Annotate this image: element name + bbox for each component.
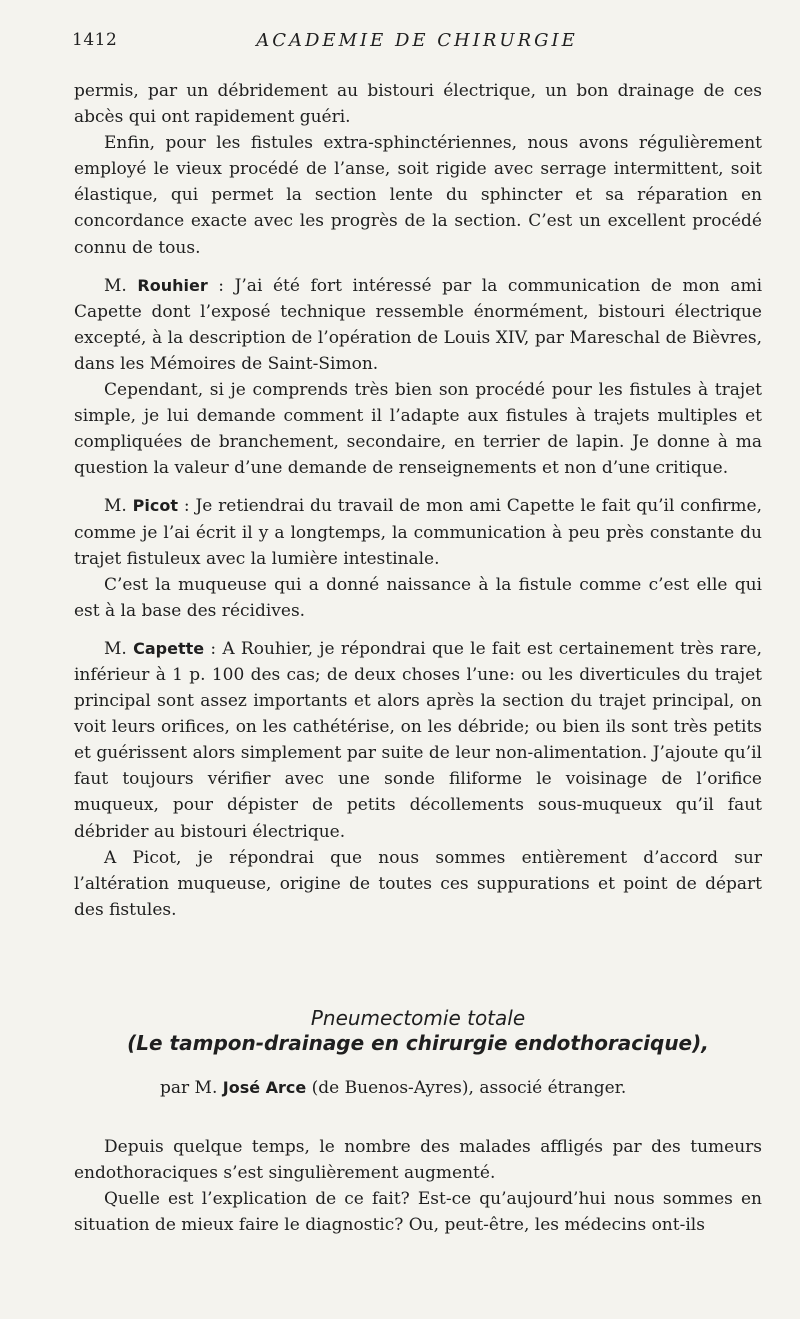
paragraph-rouhier bbox=[74, 273, 762, 377]
byline-prefix: par M. bbox=[160, 1078, 218, 1098]
page-header bbox=[72, 30, 762, 56]
running-head: ACADEMIE DE CHIRURGIE bbox=[256, 30, 578, 51]
paragraph: A Picot, je répondrai que nous sommes entièrement d’accord sur l’altération muqueuse, origine de toutes ces suppurations et point de départ des fistules. bbox=[74, 847, 762, 920]
speaker-name: Picot bbox=[132, 496, 179, 516]
paragraph-text: : Je retiendrai du travail de mon ami Capette le fait qu’il confirme, comme je l’ai écrit il y a longtemps, la communication à peu près constante du trajet fistuleux avec la lumière intestinale. bbox=[74, 496, 763, 569]
speaker-name: Rouhier bbox=[137, 275, 208, 295]
paragraph-text: : A Rouhier, je répondrai que le fait est certainement très rare, inférieur à 1 p. 100 des cas; de deux choses l’une: ou les diverticules du trajet principal sont assez importants et alors après la section du trajet principal, on voit leurs orifices, on les cathétérise, on les débride; ou bien ils sont très petits et guérissent alors simplement par suite de leur non-alimentation. J’ajoute qu’il faut toujours vérifier avec une sonde filiforme le voisinage de l’orifice muqueux, pour dépister de petits décollements sous-muqueux qu’il faut débrider au bistouri électrique. bbox=[74, 638, 763, 842]
paragraph: Cependant, si je comprends très bien son procédé pour les fistules à trajet simple, je lui demande comment il l’adapte aux fistules à trajets multiples et compliquées de branchement, secondaire, en terrier de lapin. Je donne à ma question la valeur d’une demande de renseignements et non d’une critique. bbox=[74, 380, 762, 479]
paragraph: C’est la muqueuse qui a donné naissance à la fistule comme c’est elle qui est à la base des récidives. bbox=[74, 574, 762, 621]
byline-suffix: (de Buenos-Ayres), associé étranger. bbox=[311, 1078, 627, 1098]
article-text bbox=[74, 1134, 762, 1238]
paragraph-text: : J’ai été fort intéressé par la communication de mon ami Capette dont l’exposé technique ressemble énormément, bistouri électrique excepté, à la description de l’opération de Louis XIV, par Mareschal de Bièvres, dans les Mémoires de Saint-Simon. bbox=[74, 275, 763, 374]
speaker-prefix: M. bbox=[104, 638, 127, 659]
paragraph-picot bbox=[74, 493, 762, 571]
article-subtitle: (Le tampon-drainage en chirurgie endothoracique), bbox=[127, 1031, 709, 1055]
speaker-prefix: M. bbox=[104, 496, 127, 517]
paragraph-capette bbox=[74, 636, 762, 845]
article-title: Pneumectomie totale bbox=[310, 1006, 526, 1030]
paragraph: Enfin, pour les fistules extra-sphinctériennes, nous avons régulièrement employé le vieux procédé de l’anse, soit rigide avec serrage intermittent, soit élastique, qui permet la section lente du sphincter et sa réparation en concordance exacte avec les progrès de la section. C’est un excellent procédé connu de tous. bbox=[74, 133, 762, 258]
article-byline bbox=[160, 1078, 720, 1098]
paragraph: Depuis quelque temps, le nombre des malades affligés par des tumeurs endothoraciques s’est singulièrement augmenté. bbox=[74, 1137, 762, 1184]
paragraph: Quelle est l’explication de ce fait? Est-ce qu’aujourd’hui nous sommes en situation de mieux faire le diagnostic? Ou, peut-être, les médecins ont-ils bbox=[74, 1189, 762, 1236]
paragraph: permis, par un débridement au bistouri électrique, un bon drainage de ces abcès qui ont rapidement guéri. bbox=[74, 81, 762, 128]
byline-author: José Arce bbox=[222, 1078, 307, 1097]
speaker-prefix: M. bbox=[104, 275, 127, 296]
discussion-text bbox=[74, 78, 762, 923]
speaker-name: Capette bbox=[133, 638, 205, 658]
page-number: 1412 bbox=[72, 30, 118, 50]
